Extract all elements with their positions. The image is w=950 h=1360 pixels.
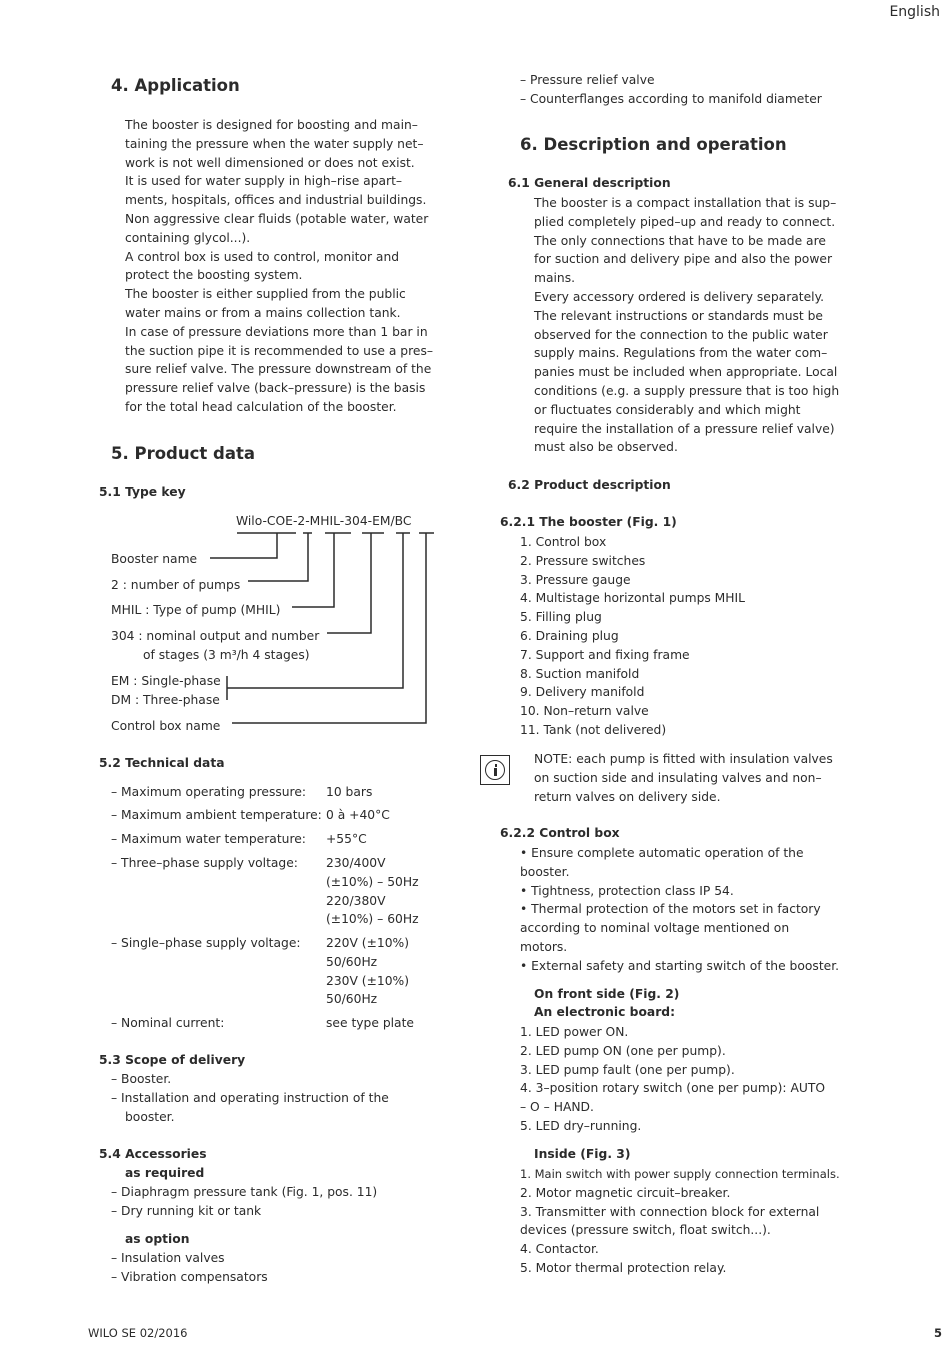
list-item: 10. Non–return valve: [520, 704, 649, 719]
list-item: 7. Support and fixing frame: [520, 647, 690, 662]
tech-label-ambient-temperature: – Maximum ambient temperature:: [111, 808, 322, 822]
list-item: – Dry running kit or tank: [111, 1203, 262, 1218]
list-item: 3. Transmitter with connection block for external: [520, 1204, 820, 1219]
list-item: booster.: [125, 1109, 175, 1124]
accessories-option-list-continued: [520, 71, 822, 109]
list-item: 4. Multistage horizontal pumps MHIL: [520, 591, 746, 606]
type-key-code: Wilo-COE-2-MHIL-304-EM/BC: [236, 514, 412, 528]
tech-label-nominal-current: – Nominal current:: [111, 1016, 225, 1030]
accessories-option-heading: as option: [125, 1232, 190, 1246]
info-icon: [480, 755, 510, 785]
list-item: 5. Motor thermal protection relay.: [520, 1260, 727, 1275]
tech-label-three-phase: – Three–phase supply voltage:: [111, 856, 298, 870]
tech-value-operating-pressure: 10 bars: [326, 785, 373, 799]
list-item: – Insulation valves: [111, 1251, 225, 1265]
product-description-heading: 6.2 Product description: [508, 478, 671, 492]
list-item: booster.: [520, 864, 570, 879]
list-item: 6. Draining plug: [520, 628, 619, 643]
type-key-control-box-name: Control box name: [111, 719, 221, 733]
type-key-pump-type: MHIL : Type of pump (MHIL): [111, 603, 281, 617]
tech-value-water-temperature: +55°C: [326, 832, 367, 846]
tech-value-single-phase: 220V (±10%) 50/60Hz 230V (±10%) 50/60Hz: [326, 936, 410, 1007]
type-key-stages: of stages (3 m³/h 4 stages): [143, 648, 310, 662]
tech-label-operating-pressure: – Maximum operating pressure:: [111, 785, 307, 799]
scope-heading: 5.3 Scope of delivery: [99, 1053, 246, 1067]
list-item: 11. Tank (not delivered): [520, 722, 667, 737]
list-item: 2. Motor magnetic circuit–breaker.: [520, 1185, 731, 1200]
list-item: according to nominal voltage mentioned on: [520, 921, 790, 936]
type-key-single-phase: EM : Single-phase: [111, 674, 221, 688]
page-language: English: [889, 4, 940, 20]
description-heading: 6. Description and operation: [520, 135, 787, 154]
list-item: • Thermal protection of the motors set in factory: [520, 902, 821, 917]
type-key-three-phase: DM : Three-phase: [111, 693, 220, 707]
front-side-list: [520, 1023, 825, 1136]
inside-list: [520, 1165, 840, 1278]
page-number: 5: [934, 1326, 943, 1340]
list-item: – Installation and operating instruction of the: [111, 1090, 389, 1105]
booster-parts-list: [520, 533, 745, 740]
footer-company: WILO SE 02/2016: [88, 1326, 188, 1340]
list-item: 5. LED dry–running.: [520, 1118, 642, 1133]
application-heading: 4. Application: [111, 76, 240, 95]
general-description-heading: 6.1 General description: [508, 176, 671, 190]
type-key-nominal-output: 304 : nominal output and number: [111, 629, 320, 643]
type-key-heading: 5.1 Type key: [99, 485, 186, 499]
list-item: 5. Filling plug: [520, 610, 602, 625]
tech-value-three-phase: 230/400V (±10%) – 50Hz 220/380V (±10%) – 60Hz: [326, 856, 419, 927]
tech-value-ambient-temperature: 0 à +40°C: [326, 808, 390, 822]
tech-label-water-temperature: – Maximum water temperature:: [111, 832, 306, 846]
tech-value-nominal-current: see type plate: [326, 1016, 414, 1030]
list-item: 9. Delivery manifold: [520, 685, 645, 700]
inside-heading: Inside (Fig. 3): [534, 1147, 631, 1161]
list-item: motors.: [520, 939, 568, 954]
list-item: 2. LED pump ON (one per pump).: [520, 1043, 726, 1058]
scope-list: [111, 1070, 389, 1126]
list-item: 3. LED pump fault (one per pump).: [520, 1062, 735, 1077]
front-side-subheading: An electronic board:: [534, 1005, 675, 1019]
list-item: 4. Contactor.: [520, 1242, 599, 1257]
control-box-features: [520, 844, 839, 976]
technical-data-heading: 5.2 Technical data: [99, 756, 225, 770]
type-key-number-pumps: 2 : number of pumps: [111, 578, 241, 592]
list-item: – Counterflanges according to manifold diameter: [520, 91, 822, 106]
list-item: 1. Control box: [520, 535, 607, 549]
list-item: 1. LED power ON.: [520, 1025, 629, 1039]
type-key-booster-name: Booster name: [111, 552, 198, 566]
booster-heading: 6.2.1 The booster (Fig. 1): [500, 515, 677, 529]
list-item: 4. 3–position rotary switch (one per pump): AUTO: [520, 1081, 826, 1096]
accessories-required-heading: as required: [125, 1166, 205, 1180]
list-item: 2. Pressure switches: [520, 553, 646, 568]
list-item: 1. Main switch with power supply connection terminals.: [520, 1167, 840, 1181]
list-item: • External safety and starting switch of the booster.: [520, 958, 840, 973]
product-data-heading: 5. Product data: [111, 444, 255, 463]
list-item: • Tightness, protection class IP 54.: [520, 883, 734, 898]
list-item: – Pressure relief valve: [520, 73, 655, 87]
list-item: 3. Pressure gauge: [520, 572, 631, 587]
list-item: 8. Suction manifold: [520, 666, 640, 681]
application-body: The booster is designed for boosting and main– taining the pressure when the water supply net– work is not well dimensioned or does not exist. It is used for water supply in high–rise apart– ments, hospitals, offices and industrial buildings. Non aggressive clear fluids (potable water, water containing glycol...). A control box is used to control, monitor and protect the boosting system. The booster is either supplied from the public water mains or from a mains collection tank. In case of pressure deviations more than 1 bar in the suction pipe it is recommended to use a pres– sure relief valve. The pressure downstream of the pressure relief valve (back–pressure) is the basis for the total head calculation of the booster.: [125, 118, 434, 414]
accessories-option-list: [111, 1249, 268, 1287]
tech-label-single-phase: – Single–phase supply voltage:: [111, 936, 301, 950]
list-item: – Diaphragm pressure tank (Fig. 1, pos. 11): [111, 1185, 378, 1199]
list-item: – O – HAND.: [520, 1100, 594, 1115]
list-item: • Ensure complete automatic operation of the: [520, 846, 804, 860]
general-description-body: The booster is a compact installation that is sup– plied completely piped–up and ready to connect. The only connections that have to be made are for suction and delivery pipe and also the power mains. Every accessory ordered is delivery separately. The relevant instructions or standards must be observed for the connection to the public water supply mains. Regulations from the water com– panies must be included when appropriate. Local conditions (e.g. a supply pressure that is too high or fluctuates considerably and which might require the installation of a pressure relief valve) must also be observed.: [534, 196, 840, 455]
list-item: devices (pressure switch, float switch...).: [520, 1223, 771, 1238]
control-box-heading: 6.2.2 Control box: [500, 826, 620, 840]
note-text: NOTE: each pump is fitted with insulation valves on suction side and insulating valves and non– return valves on delivery side.: [534, 752, 833, 804]
accessories-required-list: [111, 1183, 377, 1221]
list-item: – Booster.: [111, 1072, 172, 1086]
list-item: – Vibration compensators: [111, 1269, 268, 1284]
front-side-heading: On front side (Fig. 2): [534, 987, 680, 1001]
accessories-heading: 5.4 Accessories: [99, 1147, 207, 1161]
